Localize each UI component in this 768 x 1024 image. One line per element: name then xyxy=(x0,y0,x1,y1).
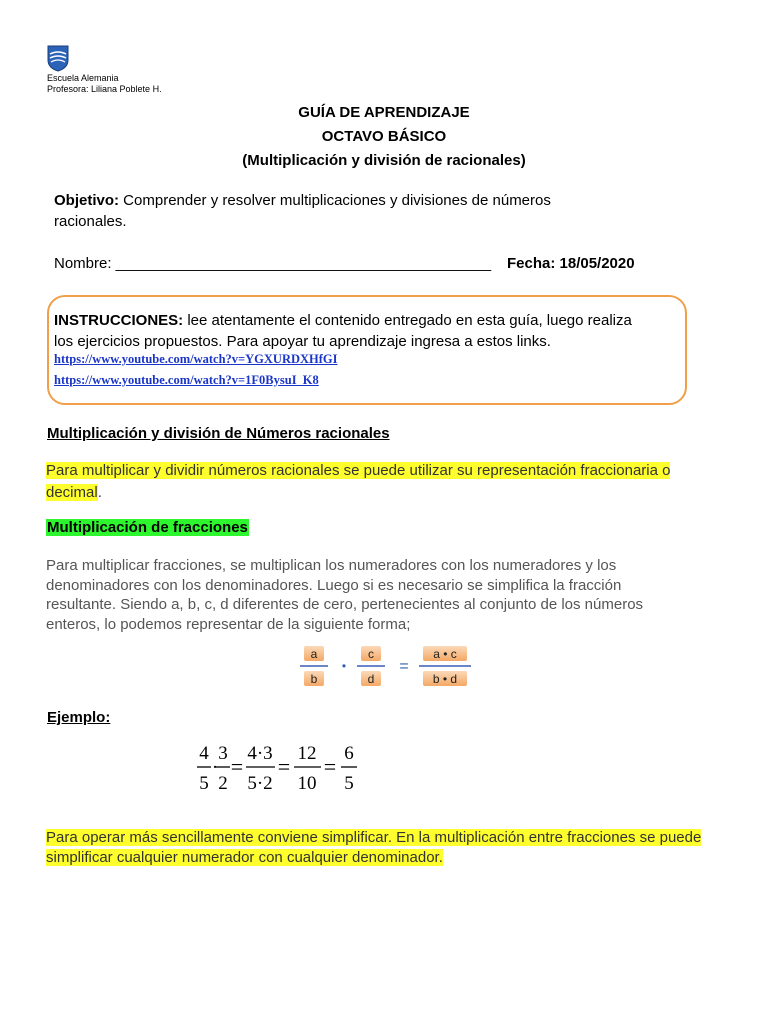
ex-eq-2: = xyxy=(277,754,291,779)
formula-den-bd: b • d xyxy=(432,672,458,686)
ex-num-12: 12 xyxy=(297,743,317,764)
multiplication-formula xyxy=(290,643,490,691)
formula-num-a: a xyxy=(310,647,318,661)
instructions-text xyxy=(54,310,654,352)
instructions-label: INSTRUCCIONES: xyxy=(54,312,184,329)
school-logo xyxy=(46,44,70,72)
ex-num-3: 3 xyxy=(218,743,228,764)
youtube-link-2[interactable]: https://www.youtube.com/watch?v=1F0BysuI_K8 xyxy=(54,373,319,387)
ex-den-5: 5 xyxy=(199,773,209,794)
formula-den-b: b xyxy=(310,672,318,686)
ex-den-10: 10 xyxy=(297,773,317,794)
intro-end: . xyxy=(97,484,102,501)
intro-paragraph xyxy=(46,460,706,504)
ex-num-6: 6 xyxy=(344,743,354,764)
example-computation xyxy=(195,737,375,799)
ex-num-4: 4 xyxy=(199,743,209,764)
formula-den-d: d xyxy=(367,672,375,686)
simplify-tip-highlight: Para operar más sencillamente conviene simplificar. En la multiplicación entre fracciones se puede simplificar cualquier numerador con cualquier denominador. xyxy=(46,829,702,866)
formula-equals: = xyxy=(399,658,409,675)
simplify-tip xyxy=(46,828,706,868)
grade-title: OCTAVO BÁSICO xyxy=(321,128,447,145)
objective xyxy=(54,190,614,232)
multiplication-heading: Multiplicación de fracciones xyxy=(47,519,248,536)
ex-eq-3: = xyxy=(323,754,337,779)
youtube-link-1[interactable]: https://www.youtube.com/watch?v=YGXURDXHfGI xyxy=(54,352,338,366)
ex-eq-1: = xyxy=(230,754,244,779)
guide-title: GUÍA DE APRENDIZAJE xyxy=(298,104,470,121)
multiplication-body: Para multiplicar fracciones, se multiplican los numeradores con los numeradores y los denominadores con los denominadores. Luego si es necesario se simplifica la fracción resultante. Siendo a, b, c, d diferentes de cero, pertenecientes al conjunto de los números enteros, lo podemos representar de la siguiente forma; xyxy=(46,557,644,633)
formula-dot: • xyxy=(341,659,347,673)
section-heading: Multiplicación y división de Números racionales xyxy=(47,425,390,442)
ex-num-4x3: 4·3 xyxy=(247,743,273,764)
instructions-body: lee atentamente el contenido entregado en esta guía, luego realiza los ejercicios propuestos. Para apoyar tu aprendizaje ingresa a estos links. xyxy=(54,312,632,350)
objective-label: Objetivo: xyxy=(54,192,120,209)
intro-highlight: Para multiplicar y dividir números racionales se puede utilizar su representación fraccionaria o decimal xyxy=(46,462,671,501)
ex-den-2: 2 xyxy=(218,773,228,794)
formula-num-ac: a • c xyxy=(433,647,457,661)
ex-op: · xyxy=(211,757,219,778)
objective-text: Comprender y resolver multiplicaciones y divisiones de números racionales. xyxy=(54,192,551,230)
school-name: Escuela Alemania xyxy=(47,73,119,83)
formula-num-c: c xyxy=(368,647,374,661)
date-label: Fecha: 18/05/2020 xyxy=(507,255,635,272)
teacher-name: Profesora: Liliana Poblete H. xyxy=(47,83,162,94)
example-heading: Ejemplo: xyxy=(47,709,111,726)
ex-den-5b: 5 xyxy=(344,773,354,794)
topic-title: (Multiplicación y división de racionales) xyxy=(242,152,526,169)
school-header xyxy=(47,73,162,94)
name-field-label: Nombre: _____________________________________________ xyxy=(54,255,492,272)
ex-den-5x2: 5·2 xyxy=(247,773,273,794)
